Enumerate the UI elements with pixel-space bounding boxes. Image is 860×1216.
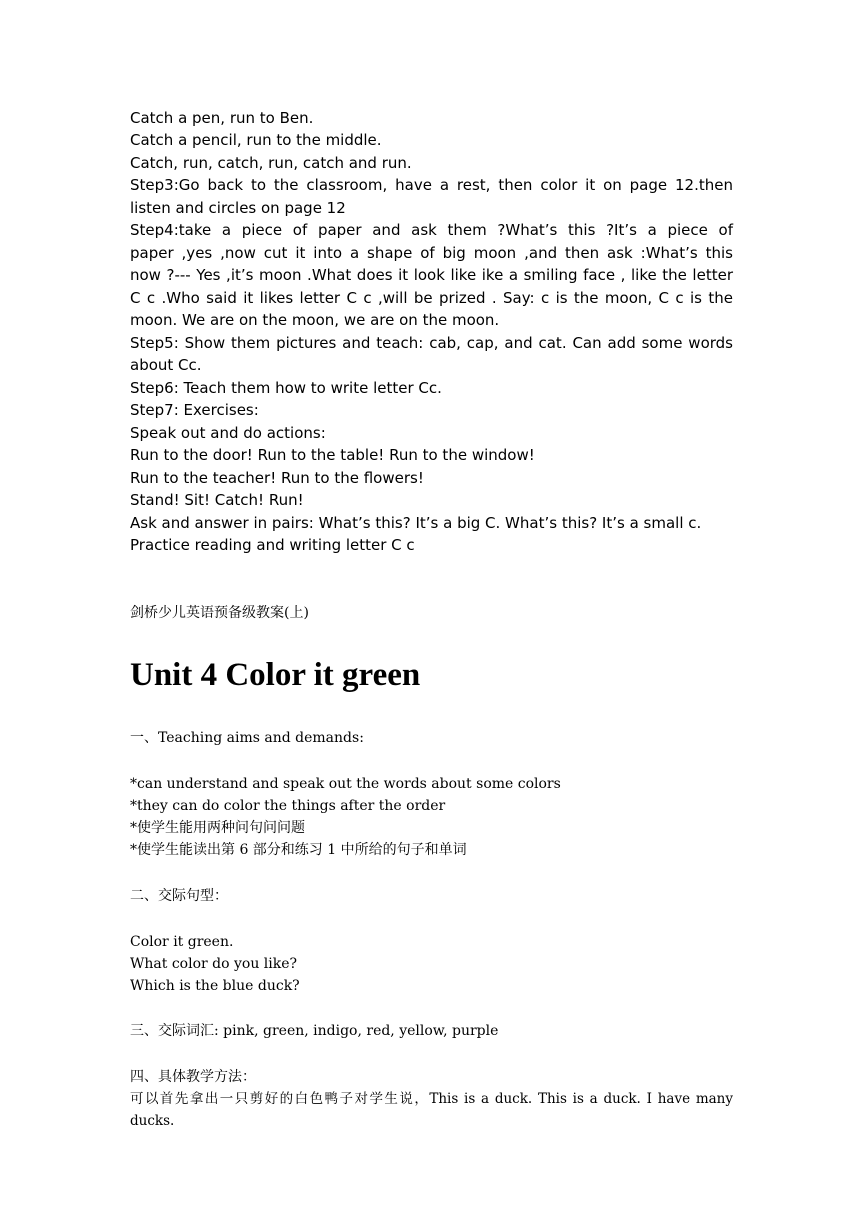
text-line: Ask and answer in pairs: What’s this? It’s a big C. What’s this? It’s a small c. bbox=[130, 514, 702, 532]
aims-item: *they can do color the things after the order bbox=[130, 798, 446, 814]
text-line: Catch a pencil, run to the middle. bbox=[130, 131, 382, 149]
text-line: moon. We are on the moon, we are on the moon. bbox=[130, 311, 500, 329]
text-line: Stand! Sit! Catch! Run! bbox=[130, 491, 304, 509]
aims-item: *使学生能读出第 6 部分和练习 1 中所给的句子和单词 bbox=[130, 842, 467, 858]
sentence-item: Color it green. bbox=[130, 934, 234, 950]
text-line: Catch, run, catch, run, catch and run. bbox=[130, 154, 412, 172]
text-line: Run to the door! Run to the table! Run to the window! bbox=[130, 446, 535, 464]
aims-item: *can understand and speak out the words about some colors bbox=[130, 776, 561, 792]
text-line: Step6: Teach them how to write letter Cc. bbox=[130, 379, 442, 397]
text-line: about Cc. bbox=[130, 356, 202, 374]
aims-heading: 一、Teaching aims and demands: bbox=[130, 730, 364, 746]
method-text: 可以首先拿出一只剪好的白色鸭子对学生说，This is a duck. This is a duck. I have many ducks. bbox=[130, 1091, 733, 1129]
text-line: listen and circles on page 12 bbox=[130, 199, 346, 217]
sentence-item: Which is the blue duck? bbox=[130, 978, 300, 994]
text-line: Step5: Show them pictures and teach: cab, cap, and cat. Can add some words bbox=[130, 334, 733, 352]
text-line: C c .Who said it likes letter C c ,will be prized . Say: c is the moon, C c is the bbox=[130, 289, 733, 307]
sentences-heading: 二、交际句型： bbox=[130, 888, 228, 904]
text-line: paper ,yes ,now cut it into a shape of big moon ,and then ask :What’s this bbox=[130, 244, 733, 262]
text-line: now ?--- Yes ,it’s moon .What does it look like ike a smiling face , like the letter bbox=[130, 266, 733, 284]
text-line: Practice reading and writing letter C c bbox=[130, 536, 415, 554]
method-heading: 四、具体教学方法： bbox=[130, 1069, 256, 1085]
text-line: Step3:Go back to the classroom, have a rest, then color it on page 12.then bbox=[130, 176, 733, 194]
text-line: Step4:take a piece of paper and ask them ?What’s this ?It’s a piece of bbox=[130, 221, 733, 239]
unit-title: Unit 4 Color it green bbox=[130, 657, 421, 693]
book-title: 剑桥少儿英语预备级教案(上) bbox=[130, 605, 309, 621]
aims-item: *使学生能用两种问句问问题 bbox=[130, 820, 305, 836]
sentence-item: What color do you like? bbox=[130, 956, 298, 972]
text-line: Run to the teacher! Run to the flowers! bbox=[130, 469, 424, 487]
vocabulary-line: 三、交际词汇: pink, green, indigo, red, yellow, purple bbox=[130, 1023, 499, 1039]
text-line: Speak out and do actions: bbox=[130, 424, 326, 442]
text-line: Catch a pen, run to Ben. bbox=[130, 109, 314, 127]
text-line: Step7: Exercises: bbox=[130, 401, 259, 419]
